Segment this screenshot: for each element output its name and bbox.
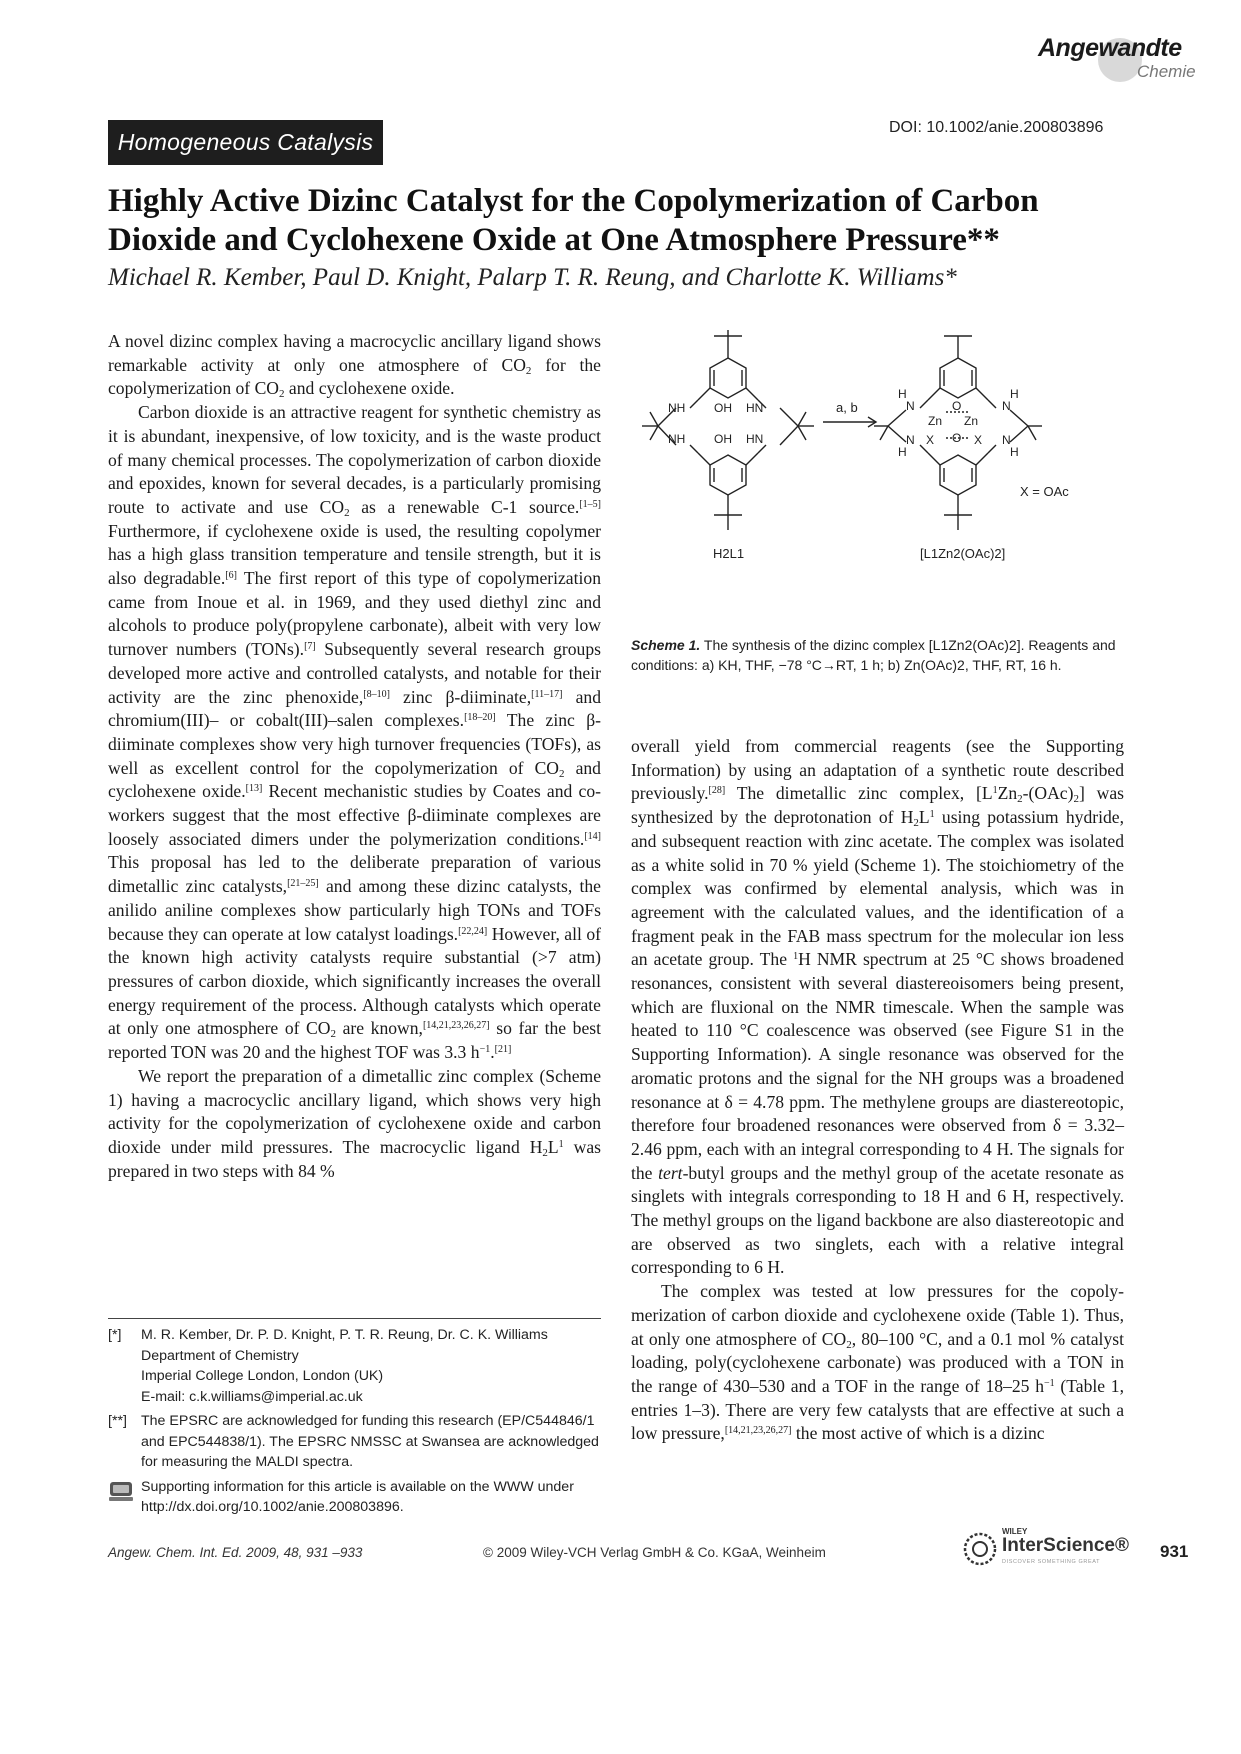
copyright: © 2009 Wiley-VCH Verlag GmbH & Co. KGaA, Weinheim — [483, 1545, 826, 1560]
logo-main-text: Angewandte — [1038, 34, 1182, 62]
arrow-label: a, b — [836, 400, 858, 415]
globe-icon — [962, 1531, 998, 1567]
svg-text:Zn: Zn — [964, 414, 979, 428]
caption-label: Scheme 1. — [631, 637, 701, 653]
svg-text:X: X — [974, 433, 983, 447]
footnote-affiliation — [108, 1325, 601, 1407]
body-paragraph: overall yield from commercial reagents (see the Supporting Information) by using an adaptation of a synthetic route described previously.[28] The dimetallic zinc complex, $[L^1Zn_2-(OAc)_2]$ was synthesized by the deprotonation of $H_2L^1$ using potassium hydride, and subsequent reaction with zinc acetate. The complex was isolated as a white solid in 70 % yield (Scheme 1). The stoichiometry of the complex was confirmed by elemental analysis, which was in agreement with the calculated values, and the identification of a fragment peak in the FAB mass spectrum for the molecular ion less an acetate group. The $^1$H NMR spectrum at 25 °C shows broadened resonances, consistent with several diastereoisomers being present, which are fluxional on the NMR timescale. When the sample was heated to 110 °C coalescence was observed (see Figure S1 in the Supporting Information). A single resonance was observed for the aromatic protons and the signal for the NH groups was a broadened resonance at δ = 4.78 ppm. The methylene groups are diastereotopic, therefore four broadened resonances were observed from δ = 3.32–2.46 ppm, each with an integral corresponding to 4 H. The signals for the tert-butyl groups and the methyl group of the acetate resonate as singlets with integrals corresponding to 18 H and 6 H, respectively. The methyl groups on the ligand backbone are also diastereotopic and are observed as two singlets, each with a relative integral corresponding to 6 H. — [631, 736, 1124, 1278]
body-paragraph: Carbon dioxide is an attractive reagent for synthetic chemistry as it is abundant, inexpensive, of low toxicity, and is the waste product of many chemical processes. The copolymerization of carbon dioxide and epoxides, known for several decades, is a particularly promising route to activate and use $CO_2$ as a renewable C-1 source.[1–5] Furthermore, if cyclohexene oxide is used, the resulting copolymer has a high glass transition temperature and tensile strength, but it is also degradable.[6] The first report of this type of copolymerization came from Inoue et al. in 1969, and they used diethyl zinc and alcohols to produce poly(propylene carbonate), albeit with very low turnover numbers (TONs).[7] Subsequently several research groups developed more active and controlled catalysts, and notable for their activity are the zinc phenoxide,[8–10] zinc β-diiminate,[11–17] and chromium(III)– or cobalt(III)–salen complexes.[18–20] The zinc β-diiminate complexes show very high turnover frequencies (TOFs), as well as excellent control for the copolymerization of $CO_2$ and cyclohexene oxide.[13] Recent mechanistic studies by Coates and co-workers suggest that the most effective β-diiminate complexes are loosely associated dimers under the polymerization conditions.[14] This proposal has led to the deliberate preparation of various dimetallic zinc catalysts,[21–25] and among these dizinc catalysts, the anilido aniline complexes show particularly high TONs and TOFs because they can operate at low catalyst loadings.[22,24] However, all of the known high activity catalysts require substantial (>7 atm) pressures of carbon dioxide, which significantly increases the overall energy requirement of the process. Although catalysts which operate at only one atmosphere of $CO_2$ are known,[14,21,23,26,27] so far the best reported TON was 20 and the highest TOF was 3.3 $h^{-1}.[21]$ — [108, 402, 602, 1063]
acknowledgement-text: The EPSRC are acknowledged for funding this research (EP/C544846/1 and EPC544838/1). The EPSRC NMSSC at Swansea are acknowledged for measuring the MALDI spectra. — [141, 1413, 599, 1470]
journal-logo — [1038, 30, 1208, 90]
section-label: Homogeneous Catalysis — [108, 120, 383, 165]
computer-icon — [108, 1480, 134, 1502]
svg-text:H: H — [898, 387, 907, 401]
interscience-text: InterScience® — [1002, 1535, 1129, 1556]
footnotes — [108, 1325, 601, 1522]
interscience-logo — [962, 1527, 1129, 1573]
svg-text:N: N — [1002, 433, 1011, 447]
svg-text:H: H — [1010, 445, 1019, 459]
svg-text:O: O — [952, 399, 962, 413]
svg-text:X: X — [926, 433, 935, 447]
page-number: 931 — [1160, 1542, 1189, 1561]
svg-text:OH: OH — [714, 401, 732, 415]
svg-text:NH: NH — [668, 401, 686, 415]
abstract-paragraph: A novel dizinc complex having a macrocyclic ancillary ligand shows remarkable activity at only one atmosphere of $CO_2$ for the copolymerization of $CO_2$ and cyclohexene oxide. — [108, 331, 601, 401]
caption-text: The synthesis of the dizinc complex [L1Zn2(OAc)2]. Reagents and conditions: a) KH, THF, −78 °C→RT, 1 h; b) Zn(OAc)2, THF, RT, 16 h. — [631, 637, 1116, 673]
svg-text:N: N — [906, 399, 915, 413]
footnote-divider — [108, 1318, 601, 1319]
wiley-text: WILEY — [1002, 1527, 1028, 1536]
svg-text:OH: OH — [714, 432, 732, 446]
footnote-supporting-info — [108, 1477, 601, 1518]
svg-text:NH: NH — [668, 432, 686, 446]
author-list: Michael R. Kember, Paul D. Knight, Palarp T. R. Reung, and Charlotte K. Williams* — [108, 264, 957, 291]
body-paragraph: The complex was tested at low pressures for the copolymerization of carbon dioxide and cyclohexene oxide (Table 1). Thus, at only one atmosphere of $CO_2$, 80–100 °C, and a 0.1 mol % catalyst loading, poly(cyclohexene carbonate) was produced with a TON in the range of 430–530 and a TOF in the range of 18–25 $h^{-1}$ (Table 1, entries 1–3). There are very few catalysts that are effective at such a low pressure,[14,21,23,26,27] the most active of which is a dizinc — [631, 1281, 1124, 1444]
footnote-mark: [**] — [108, 1413, 127, 1429]
right-column — [631, 735, 1124, 1446]
article-title: Highly Active Dizinc Catalyst for the Copolymerization of Carbon Dioxide and Cyclohexene Oxide at One Atmosphere Pressure** — [108, 183, 1039, 258]
department-line: Department of Chemistry — [141, 1347, 299, 1364]
email-line[interactable]: E-mail: c.k.williams@imperial.ac.uk — [141, 1388, 363, 1405]
svg-text:N: N — [906, 433, 915, 447]
svg-text:Zn: Zn — [928, 414, 943, 428]
tagline: DISCOVER SOMETHING GREAT — [1002, 1559, 1101, 1565]
footnote-acknowledgement — [108, 1411, 601, 1473]
svg-text:O: O — [952, 431, 962, 445]
svg-text:HN: HN — [746, 432, 764, 446]
doi[interactable]: DOI: 10.1002/anie.200803896 — [889, 119, 1104, 136]
author-line: M. R. Kember, Dr. P. D. Knight, P. T. R. Reung, Dr. C. K. Williams — [141, 1327, 548, 1343]
svg-text:H: H — [1010, 387, 1019, 401]
footnote-mark: [*] — [108, 1327, 122, 1343]
scheme-caption — [631, 635, 1124, 675]
supporting-info-text[interactable]: Supporting information for this article is available on the WWW under http://dx.doi.org/10.1002/anie.200803896. — [141, 1478, 574, 1515]
body-paragraph: We report the preparation of a dimetallic zinc complex (Scheme 1) having a macrocyclic ancillary ligand, which shows very high activity for the copolymerization of cyclohexene oxide and carbon dioxide under mild pressures. The macrocyclic ligand $H_2L^1$ was prepared in two steps with 84 % — [108, 1065, 602, 1181]
svg-text:HN: HN — [746, 401, 764, 415]
svg-text:N: N — [1002, 399, 1011, 413]
x-definition: X = OAc — [1020, 484, 1069, 499]
logo-sub-text: Chemie — [1137, 62, 1196, 81]
right-compound-label: [L1Zn2(OAc)2] — [920, 546, 1006, 561]
left-column — [108, 330, 601, 1183]
left-compound-label: H2L1 — [713, 546, 745, 561]
journal-citation: Angew. Chem. Int. Ed. 2009, 48, 931 –933 — [108, 1545, 363, 1560]
institution-line: Imperial College London, London (UK) — [141, 1368, 384, 1384]
svg-text:H: H — [898, 445, 907, 459]
scheme-1-structure — [628, 330, 1128, 630]
